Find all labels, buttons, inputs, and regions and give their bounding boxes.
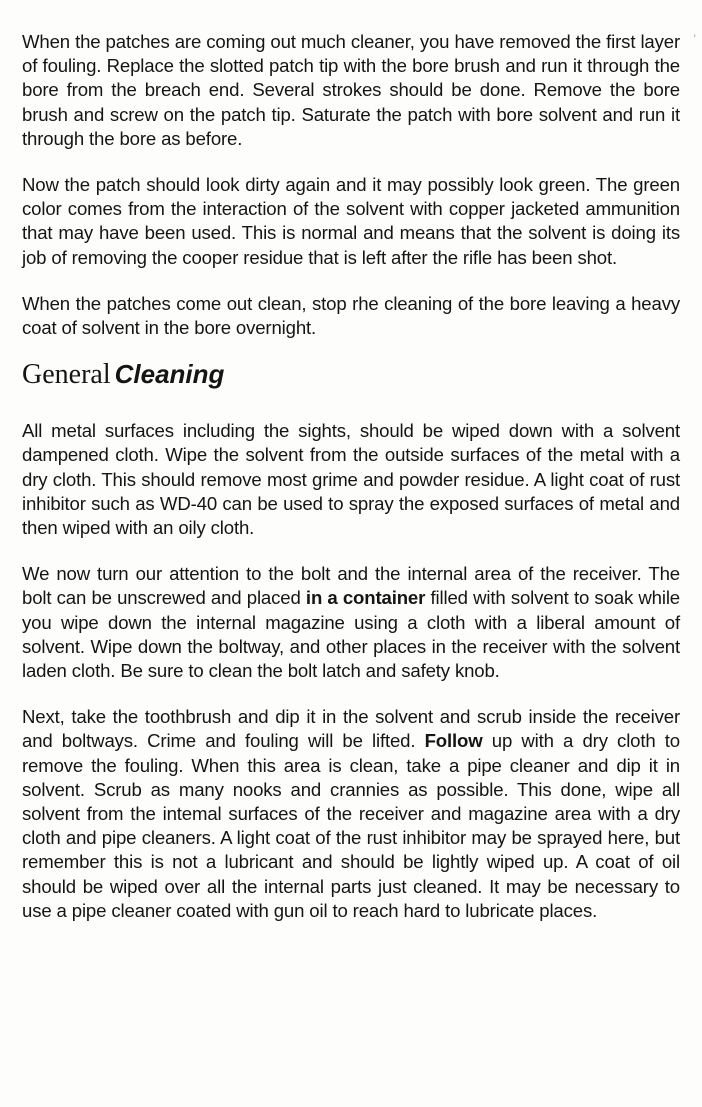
paragraph-patches-clean: When the patches come out clean, stop rhe cleaning of the bore leaving a heavy coat of solvent in the bore overnight.	[22, 292, 680, 339]
text-column	[22, 30, 680, 923]
paragraph-patches-cleaner: When the patches are coming out much cleaner, you have removed the first layer of fouling. Replace the slotted patch tip with the bore brush and run it through the bore from the breach end. Several strokes should be done. Remove the bore brush and screw on the patch tip. Saturate the patch with bore solvent and run it through the bore as before.	[22, 31, 680, 149]
paragraph-text-end: filled with solvent to soak while you wipe down the internal magazine using a cloth with a liberal amount of solvent. Wipe down the boltway, and other places in the receiver with the solvent laden cloth. Be sure to clean the bolt latch and safety knob.	[22, 587, 680, 682]
section-heading-general-cleaning	[22, 354, 680, 399]
paragraph-text-start: Next, take the toothbrush and dip it in the solvent and scrub inside the receiver and boltways. Crime and fouling will be lifted.	[22, 706, 680, 752]
paragraph-text-end: up with a dry cloth to remove the fouling. When this area is clean, take a pipe cleaner and dip it in solvent. Scrub as many nooks and crannies as possible. This done, wipe all solvent from the intemal surfaces of the receiver and magazine area with a dry cloth and pipe cleaners. A light coat of the rust inhibitor may be sprayed here, but remember this is not a lubricant and should be lightly wiped up. A coat of oil should be wiped over all the internal parts just cleaned. It may be necessary to use a pipe cleaner coated with gun oil to reach hard to lubricate places.	[22, 730, 681, 921]
paragraph-bolt-receiver	[22, 562, 680, 683]
corner-mark: '	[693, 34, 696, 44]
bold-word-follow: Follow	[424, 730, 483, 752]
paragraph-toothbrush	[22, 705, 680, 923]
bold-phrase-container: in a container	[305, 587, 426, 609]
paragraph-patch-dirty: Now the patch should look dirty again and it may possibly look green. The green color comes from the interaction of the solvent with copper jacketed ammunition that may have been used. This is normal and means that the solvent is doing its job of removing the cooper residue that is left after the rifle has been shot.	[22, 174, 680, 268]
paragraph-metal-surfaces: All metal surfaces including the sights, should be wiped down with a solvent dampened cloth. Wipe the solvent from the outside surfaces of the metal with a dry cloth. This should remove most grime and powder residue. A light coat of rust inhibitor such as WD-40 can be used to spray the exposed surfaces of metal and then wiped with an oily cloth.	[22, 420, 680, 539]
heading-emphasis: Cleaning	[114, 359, 225, 390]
heading-word: General	[22, 359, 111, 391]
paragraph-text-start: We now turn our attention to the bolt and the internal area of the receiver. The bolt can be unscrewed and placed	[22, 563, 680, 609]
